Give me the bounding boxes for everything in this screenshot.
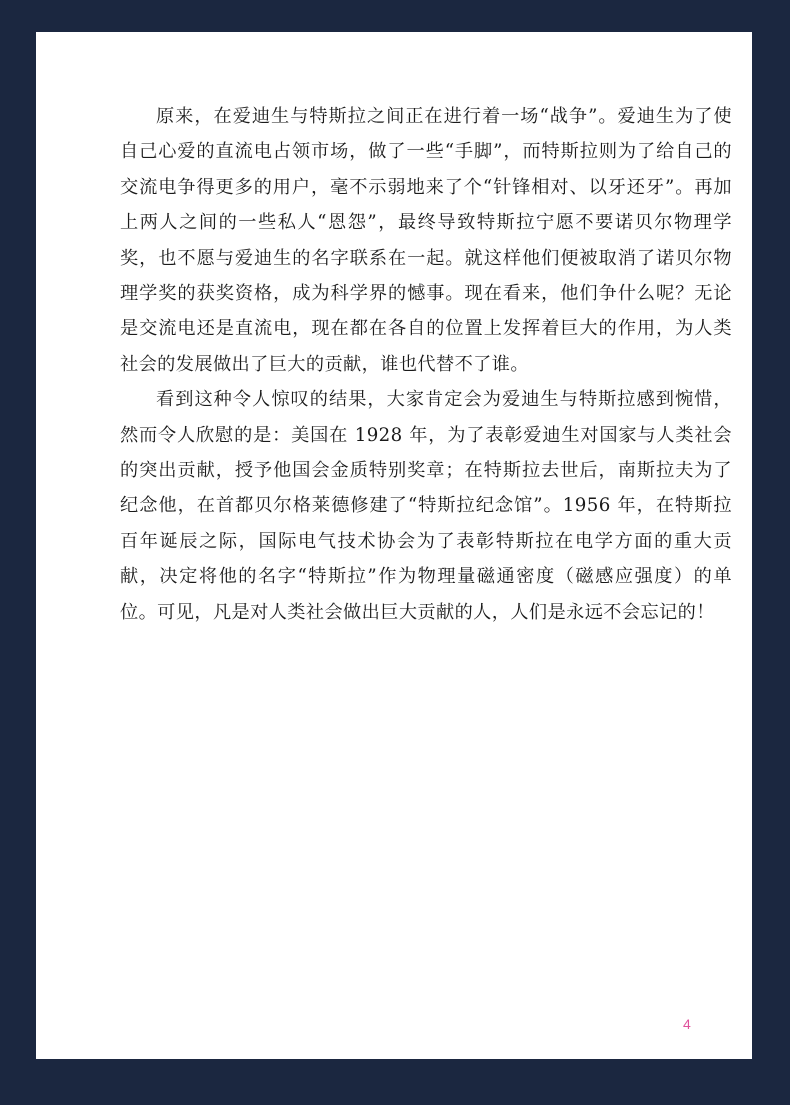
paragraph-2: 看到这种令人惊叹的结果，大家肯定会为爱迪生与特斯拉感到惋惜，然而令人欣慰的是：美国在 1928 年，为了表彰爱迪生对国家与人类社会的突出贡献，授予他国会金质特别奖章；在特斯拉去世后，南斯拉夫为了纪念他，在首都贝尔格莱德修建了“特斯拉纪念馆”。1956 年，在特斯拉百年诞辰之际，国际电气技术协会为了表彰特斯拉在电学方面的重大贡献，决定将他的名字“特斯拉”作为物理量磁通密度（磁感应强度）的单位。可见，凡是对人类社会做出巨大贡献的人，人们是永远不会忘记的！ <box>120 389 732 623</box>
paragraph-1: 原来，在爱迪生与特斯拉之间正在进行着一场“战争”。爱迪生为了使自己心爱的直流电占领市场，做了一些“手脚”，而特斯拉则为了给自己的交流电争得更多的用户，毫不示弱地来了个“针锋相对、以牙还牙”。再加上两人之间的一些私人“恩怨”，最终导致特斯拉宁愿不要诺贝尔物理学奖，也不愿与爱迪生的名字联系在一起。就这样他们便被取消了诺贝尔物理学奖的获奖资格，成为科学界的憾事。现在看来，他们争什么呢？无论是交流电还是直流电，现在都在各自的位置上发挥着巨大的作用，为人类社会的发展做出了巨大的贡献，谁也代替不了谁。 <box>120 106 732 375</box>
page-number: 4 <box>683 1016 691 1032</box>
book-page <box>36 32 752 1059</box>
body-text <box>120 99 732 630</box>
